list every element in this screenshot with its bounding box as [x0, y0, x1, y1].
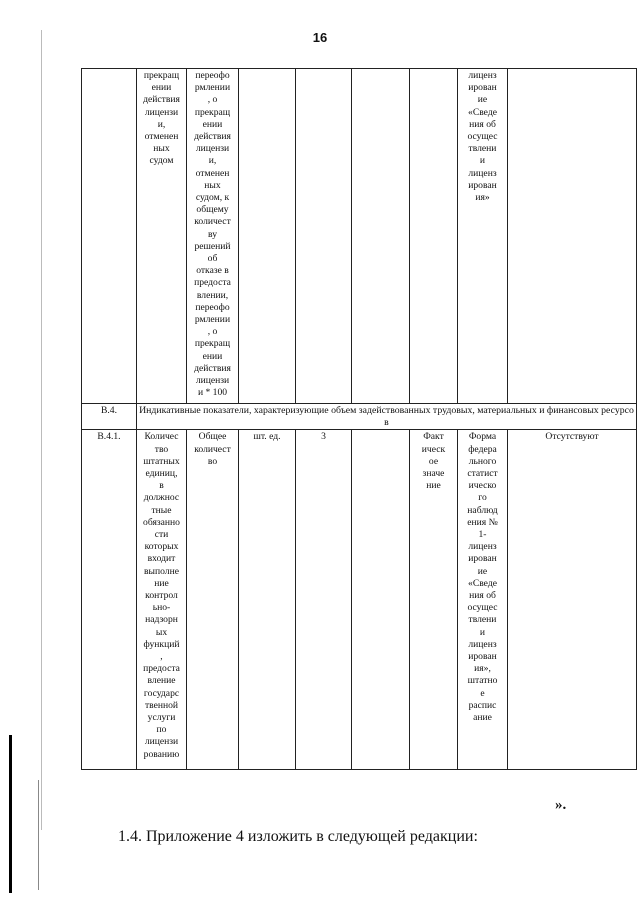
- indicator-note: Отсутствуют: [508, 430, 637, 770]
- scan-edge-mark: [9, 735, 12, 893]
- table-row-section: [82, 404, 637, 430]
- table-cell-formula: переофо рмлении , о прекращ ении действия лицензи и, отменен ных судом, к общему количест ву решений об отказе в предоста влении, переофо рмлении , о прекращ ении действия лицензи и * 100: [187, 69, 239, 404]
- page-number: 16: [312, 30, 328, 45]
- section-title: Индикативные показатели, характеризующие объем задействованных трудовых, материальных и финансовых ресурсов: [137, 404, 637, 430]
- indicator-value-kind: Факт ическ ое значе ние: [410, 430, 458, 770]
- table-cell-name: прекращ ении действия лицензи и, отменен ных судом: [137, 69, 187, 404]
- table-cell: [352, 69, 410, 404]
- table-cell: [82, 69, 137, 404]
- table-cell-source: лиценз ирован ие «Сведе ния об осущес твлени и лиценз ирован ия»: [458, 69, 508, 404]
- indicator-type: Общее количест во: [187, 430, 239, 770]
- table-cell: [410, 69, 458, 404]
- indicators-table: [81, 68, 637, 770]
- scan-edge-mark-faint: [38, 780, 39, 890]
- indicator-code: В.4.1.: [82, 430, 137, 770]
- scan-edge-mark-faint: [41, 30, 42, 830]
- table-row-continuation: [82, 69, 637, 404]
- amendment-instruction: 1.4. Приложение 4 изложить в следующей редакции:: [118, 828, 478, 845]
- table-cell: [508, 69, 637, 404]
- table-cell: [296, 69, 352, 404]
- table-row-b41: [82, 430, 637, 770]
- indicator-source: Форма федера льного статист ическо го наблюд ения № 1- лиценз ирован ие «Сведе ния об осущес твлени и лиценз ирован ия», штатно е распис ание: [458, 430, 508, 770]
- indicator-unit: шт. ед.: [239, 430, 296, 770]
- table-cell: [239, 69, 296, 404]
- indicator-name: Количес тво штатных единиц, в должнос тные обязанно сти которых входит выполне ние контрол ьно- надзорн ых функций , предоста вление государс твенной услуги по лицензи рованию: [137, 430, 187, 770]
- indicator-value: 3: [296, 430, 352, 770]
- section-code: В.4.: [82, 404, 137, 430]
- table-cell: [352, 430, 410, 770]
- closing-quote-mark: ».: [555, 797, 567, 813]
